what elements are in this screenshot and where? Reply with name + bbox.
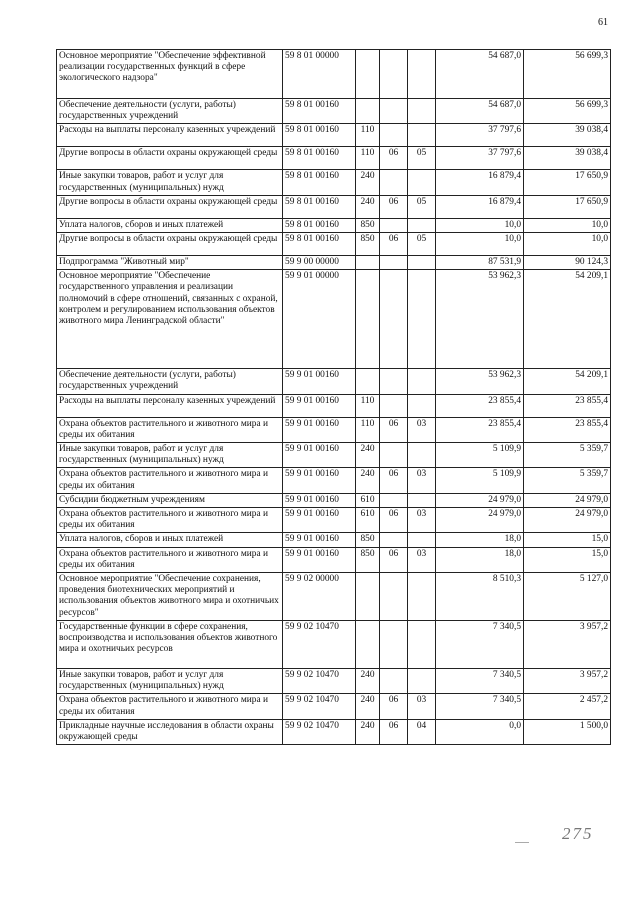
row-value-1: 5 109,9 (436, 443, 524, 468)
row-code: 59 9 01 00160 (283, 417, 356, 442)
row-pr: 03 (408, 547, 436, 572)
table-row (57, 533, 611, 547)
table-row (57, 147, 611, 170)
footer-mark (515, 842, 529, 843)
row-pr: 03 (408, 468, 436, 493)
row-vr (356, 573, 380, 621)
row-pr: 05 (408, 233, 436, 256)
row-name: Другие вопросы в области охраны окружающей среды (57, 195, 283, 218)
row-name: Охрана объектов растительного и животного мира и среды их обитания (57, 694, 283, 719)
row-rz (380, 621, 408, 669)
row-name: Обеспечение деятельности (услуги, работы) государственных учреждений (57, 369, 283, 394)
row-name: Охрана объектов растительного и животного мира и среды их обитания (57, 508, 283, 533)
row-value-1: 54 687,0 (436, 99, 524, 124)
row-code: 59 8 01 00160 (283, 99, 356, 124)
row-rz (380, 50, 408, 99)
row-value-2: 17 650,9 (524, 170, 611, 195)
row-code: 59 8 01 00160 (283, 233, 356, 256)
row-value-2: 2 457,2 (524, 694, 611, 719)
row-code: 59 9 01 00160 (283, 493, 356, 507)
row-name: Прикладные научные исследования в области охраны окружающей среды (57, 719, 283, 744)
row-value-2: 24 979,0 (524, 493, 611, 507)
row-vr: 240 (356, 669, 380, 694)
row-vr: 110 (356, 147, 380, 170)
row-vr: 240 (356, 694, 380, 719)
row-vr: 240 (356, 719, 380, 744)
row-name: Иные закупки товаров, работ и услуг для государственных (муниципальных) нужд (57, 170, 283, 195)
row-code: 59 9 01 00160 (283, 443, 356, 468)
row-rz: 06 (380, 417, 408, 442)
row-code: 59 8 01 00160 (283, 147, 356, 170)
row-value-2: 10,0 (524, 233, 611, 256)
table-body (57, 50, 611, 745)
row-code: 59 9 01 00160 (283, 369, 356, 394)
row-pr (408, 394, 436, 417)
row-vr (356, 621, 380, 669)
row-vr: 240 (356, 195, 380, 218)
table-row (57, 369, 611, 394)
row-pr: 03 (408, 694, 436, 719)
row-name: Охрана объектов растительного и животного мира и среды их обитания (57, 468, 283, 493)
row-value-2: 54 209,1 (524, 270, 611, 369)
row-value-1: 23 855,4 (436, 394, 524, 417)
row-rz (380, 493, 408, 507)
row-name: Охрана объектов растительного и животного мира и среды их обитания (57, 547, 283, 572)
table-row (57, 50, 611, 99)
table-row (57, 270, 611, 369)
table-row (57, 508, 611, 533)
table-row (57, 170, 611, 195)
row-vr: 240 (356, 468, 380, 493)
row-rz: 06 (380, 694, 408, 719)
row-name: Другие вопросы в области охраны окружающей среды (57, 147, 283, 170)
row-pr (408, 50, 436, 99)
row-pr: 05 (408, 147, 436, 170)
row-vr (356, 256, 380, 270)
row-value-2: 24 979,0 (524, 508, 611, 533)
table-row (57, 233, 611, 256)
row-value-1: 24 979,0 (436, 508, 524, 533)
row-vr (356, 270, 380, 369)
row-value-1: 7 340,5 (436, 621, 524, 669)
row-code: 59 8 01 00160 (283, 170, 356, 195)
row-pr (408, 573, 436, 621)
row-value-2: 15,0 (524, 533, 611, 547)
table-row (57, 468, 611, 493)
row-vr (356, 99, 380, 124)
row-pr: 03 (408, 508, 436, 533)
row-pr (408, 443, 436, 468)
row-value-2: 3 957,2 (524, 621, 611, 669)
table-row (57, 417, 611, 442)
row-rz: 06 (380, 547, 408, 572)
row-vr: 110 (356, 124, 380, 147)
row-pr (408, 621, 436, 669)
table-row (57, 394, 611, 417)
row-value-2: 15,0 (524, 547, 611, 572)
row-name: Основное мероприятие "Обеспечение эффективной реализации государственных функций в сфере экологического надзора" (57, 50, 283, 99)
row-value-2: 39 038,4 (524, 147, 611, 170)
row-value-2: 56 699,3 (524, 99, 611, 124)
row-pr (408, 669, 436, 694)
row-value-1: 53 962,3 (436, 369, 524, 394)
row-value-1: 7 340,5 (436, 694, 524, 719)
row-value-1: 10,0 (436, 233, 524, 256)
row-code: 59 9 01 00160 (283, 508, 356, 533)
table-row (57, 256, 611, 270)
row-name: Основное мероприятие "Обеспечение сохранения, проведения биотехнических мероприятий и использования объектов животного мира и охотничьих ресурсов" (57, 573, 283, 621)
row-vr: 850 (356, 547, 380, 572)
table-row (57, 573, 611, 621)
row-code: 59 9 00 00000 (283, 256, 356, 270)
row-value-2: 5 359,7 (524, 468, 611, 493)
row-rz (380, 669, 408, 694)
row-rz: 06 (380, 195, 408, 218)
row-vr: 240 (356, 170, 380, 195)
row-value-2: 56 699,3 (524, 50, 611, 99)
row-value-1: 7 340,5 (436, 669, 524, 694)
row-name: Уплата налогов, сборов и иных платежей (57, 533, 283, 547)
table-row (57, 493, 611, 507)
row-value-1: 24 979,0 (436, 493, 524, 507)
row-name: Уплата налогов, сборов и иных платежей (57, 218, 283, 232)
row-value-1: 23 855,4 (436, 417, 524, 442)
row-code: 59 8 01 00000 (283, 50, 356, 99)
row-name: Расходы на выплаты персоналу казенных учреждений (57, 394, 283, 417)
row-rz (380, 124, 408, 147)
row-rz (380, 573, 408, 621)
row-value-1: 16 879,4 (436, 170, 524, 195)
row-code: 59 8 01 00160 (283, 195, 356, 218)
row-code: 59 9 02 10470 (283, 669, 356, 694)
row-value-1: 87 531,9 (436, 256, 524, 270)
row-value-1: 5 109,9 (436, 468, 524, 493)
row-pr (408, 218, 436, 232)
row-code: 59 9 02 10470 (283, 621, 356, 669)
row-pr (408, 256, 436, 270)
row-pr (408, 270, 436, 369)
row-value-2: 5 127,0 (524, 573, 611, 621)
row-pr (408, 493, 436, 507)
table-row (57, 547, 611, 572)
row-vr (356, 369, 380, 394)
row-code: 59 9 01 00160 (283, 468, 356, 493)
row-pr (408, 170, 436, 195)
row-rz: 06 (380, 147, 408, 170)
row-pr (408, 99, 436, 124)
row-code: 59 9 01 00000 (283, 270, 356, 369)
row-vr: 850 (356, 533, 380, 547)
row-name: Основное мероприятие "Обеспечение государственного управления и реализации полномочий в сфере отношений, связанных с охраной, контролем и регулированием использования объектов животного мира Ленинградской области" (57, 270, 283, 369)
budget-table (56, 49, 611, 745)
row-name: Государственные функции в сфере сохранения, воспроизводства и использования объектов животного мира и охотничьих ресурсов (57, 621, 283, 669)
row-value-1: 37 797,6 (436, 147, 524, 170)
table-row (57, 669, 611, 694)
row-code: 59 9 02 00000 (283, 573, 356, 621)
row-vr: 850 (356, 218, 380, 232)
table-row (57, 124, 611, 147)
table-row (57, 99, 611, 124)
row-value-2: 23 855,4 (524, 394, 611, 417)
row-value-2: 54 209,1 (524, 369, 611, 394)
table-row (57, 621, 611, 669)
row-code: 59 9 02 10470 (283, 694, 356, 719)
row-value-2: 10,0 (524, 218, 611, 232)
page-number: 61 (598, 17, 608, 28)
row-vr: 610 (356, 508, 380, 533)
row-rz: 06 (380, 468, 408, 493)
row-value-1: 37 797,6 (436, 124, 524, 147)
row-value-1: 53 962,3 (436, 270, 524, 369)
row-pr (408, 369, 436, 394)
row-pr (408, 533, 436, 547)
row-rz (380, 533, 408, 547)
table-row (57, 443, 611, 468)
row-rz (380, 218, 408, 232)
row-vr: 110 (356, 394, 380, 417)
row-name: Иные закупки товаров, работ и услуг для государственных (муниципальных) нужд (57, 669, 283, 694)
row-vr: 850 (356, 233, 380, 256)
row-vr: 610 (356, 493, 380, 507)
row-name: Подпрограмма "Животный мир" (57, 256, 283, 270)
row-value-1: 8 510,3 (436, 573, 524, 621)
row-value-2: 3 957,2 (524, 669, 611, 694)
row-value-2: 1 500,0 (524, 719, 611, 744)
row-code: 59 9 01 00160 (283, 533, 356, 547)
row-rz (380, 256, 408, 270)
row-name: Охрана объектов растительного и животного мира и среды их обитания (57, 417, 283, 442)
row-rz (380, 270, 408, 369)
handwritten-page-number: 275 (562, 824, 594, 843)
row-pr: 04 (408, 719, 436, 744)
row-value-1: 18,0 (436, 533, 524, 547)
row-rz: 06 (380, 719, 408, 744)
row-rz (380, 170, 408, 195)
row-rz (380, 443, 408, 468)
row-name: Иные закупки товаров, работ и услуг для государственных (муниципальных) нужд (57, 443, 283, 468)
row-rz: 06 (380, 233, 408, 256)
row-name: Обеспечение деятельности (услуги, работы) государственных учреждений (57, 99, 283, 124)
row-rz (380, 369, 408, 394)
row-pr: 05 (408, 195, 436, 218)
row-value-1: 0,0 (436, 719, 524, 744)
row-vr: 110 (356, 417, 380, 442)
row-pr (408, 124, 436, 147)
row-code: 59 9 02 10470 (283, 719, 356, 744)
row-value-2: 5 359,7 (524, 443, 611, 468)
table-row (57, 719, 611, 744)
row-name: Другие вопросы в области охраны окружающей среды (57, 233, 283, 256)
row-pr: 03 (408, 417, 436, 442)
row-code: 59 9 01 00160 (283, 394, 356, 417)
row-name: Субсидии бюджетным учреждениям (57, 493, 283, 507)
row-value-2: 90 124,3 (524, 256, 611, 270)
row-value-2: 39 038,4 (524, 124, 611, 147)
table-row (57, 195, 611, 218)
row-code: 59 9 01 00160 (283, 547, 356, 572)
table-row (57, 694, 611, 719)
row-value-1: 54 687,0 (436, 50, 524, 99)
row-name: Расходы на выплаты персоналу казенных учреждений (57, 124, 283, 147)
row-value-1: 16 879,4 (436, 195, 524, 218)
row-value-1: 18,0 (436, 547, 524, 572)
row-rz: 06 (380, 508, 408, 533)
row-value-2: 17 650,9 (524, 195, 611, 218)
row-rz (380, 99, 408, 124)
row-value-2: 23 855,4 (524, 417, 611, 442)
row-rz (380, 394, 408, 417)
row-value-1: 10,0 (436, 218, 524, 232)
table-row (57, 218, 611, 232)
row-code: 59 8 01 00160 (283, 218, 356, 232)
row-vr (356, 50, 380, 99)
row-code: 59 8 01 00160 (283, 124, 356, 147)
row-vr: 240 (356, 443, 380, 468)
